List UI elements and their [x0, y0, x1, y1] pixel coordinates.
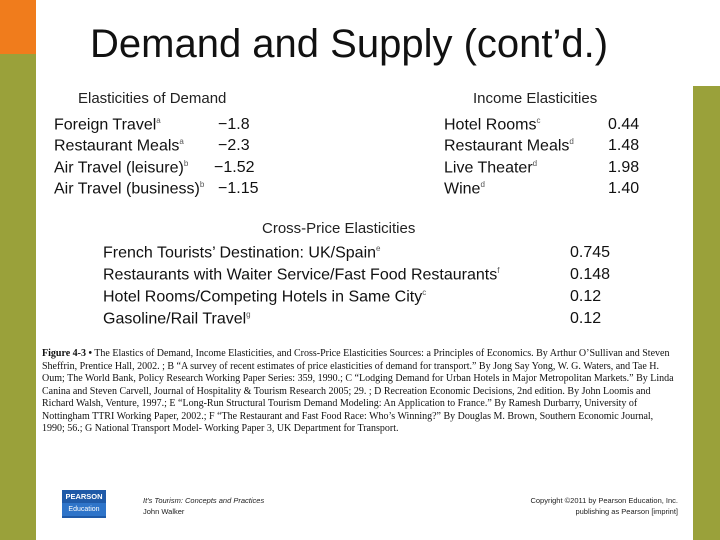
- cross-row-value: 0.12: [570, 288, 602, 305]
- demand-row-value: −1.15: [218, 180, 259, 197]
- income-row-value: 0.44: [608, 116, 640, 133]
- cross-row-label: Restaurants with Waiter Service/Fast Food Restaurants$^f$: [103, 266, 500, 284]
- income-row-label: Restaurant Meals$^d$: [444, 137, 574, 155]
- income-row-value: 1.98: [608, 159, 640, 176]
- cross-header: Cross-Price Elasticities: [262, 220, 416, 237]
- demand-row-label: Foreign Travel$^a$: [54, 116, 161, 134]
- income-row-value: 1.40: [608, 180, 640, 197]
- book-title: It's Tourism: Concepts and Practices: [143, 496, 265, 505]
- cross-row-value: 0.12: [570, 310, 602, 327]
- income-header: Income Elasticities: [473, 90, 598, 107]
- copyright-notice: [470, 495, 678, 517]
- cross-row-value: 0.745: [570, 244, 611, 261]
- demand-row-label: Air Travel (business)$^b$: [54, 180, 205, 198]
- cross-row-label: Gasoline/Rail Travel$^g$: [103, 310, 251, 328]
- demand-row-label: Air Travel (leisure)$^b$: [54, 159, 189, 177]
- income-row-label: Hotel Rooms$^c$: [444, 116, 541, 134]
- slide-title: Demand and Supply (cont’d.): [90, 22, 609, 66]
- left-border: [0, 54, 36, 540]
- caption-text: The Elastics of Demand, Income Elasticities, and Cross-Price Elasticities Sources: a Principles of Economics. By Arthur O’Sullivan and Steven Sheffrin, Prentice Hall, 2002. ; B “A survey of recent estimates of price elasticities of demand for transport.” By Jong Say Yong, W. G. Waters, and Tae H. Oum; The World Bank, Policy Research Working Paper Series: 359, 1990.; C “Lodging Demand for Urban Hotels in Major Metropolitan Markets.” By Linda Canina and Steven Carvell, Journal of Hospitality & Tourism Research 2005; 29. ; D Recreation Economic Decisions, 2nd edition. By John Loomis and Richard Walsh, Venture, 1997.; E “Long-Run Structural Tourism Demand Modeling: An Application to France.” By Ramesh Durbarry, University of Nottingham TTRI Working Paper, 2002.; F “The Restaurant and Fast Food Race: Who’s Winning?” By Douglas M. Brown, Southern Economic Journal, 1990; 56.; G National Transport Model- Working Paper 3, UK Department for Transport.: [42, 348, 674, 434]
- income-row-label: Live Theater$^d$: [444, 159, 538, 177]
- cross-row-label: Hotel Rooms/Competing Hotels in Same City$^c$: [103, 288, 427, 306]
- figure-label: Figure 4-3 •: [42, 348, 92, 359]
- income-row-label: Wine$^d$: [444, 180, 485, 198]
- demand-header: Elasticities of Demand: [78, 90, 227, 107]
- demand-row-label: Restaurant Meals$^a$: [54, 137, 184, 155]
- publishing-line: publishing as Pearson [imprint]: [575, 507, 678, 516]
- copyright-line: Copyright ©2011 by Pearson Education, Inc.: [530, 496, 678, 505]
- pearson-logo: PEARSON Education: [62, 490, 106, 518]
- cross-row-label: French Tourists’ Destination: UK/Spain$^e$: [103, 244, 381, 262]
- demand-row-value: −2.3: [218, 137, 250, 154]
- demand-row-value: −1.8: [218, 116, 250, 133]
- book-credit: [143, 495, 264, 517]
- right-border: [693, 86, 720, 540]
- income-row-value: 1.48: [608, 137, 640, 154]
- book-author: John Walker: [143, 507, 185, 516]
- demand-row-value: −1.52: [214, 159, 255, 176]
- cross-row-value: 0.148: [570, 266, 611, 283]
- figure-caption: [42, 348, 678, 436]
